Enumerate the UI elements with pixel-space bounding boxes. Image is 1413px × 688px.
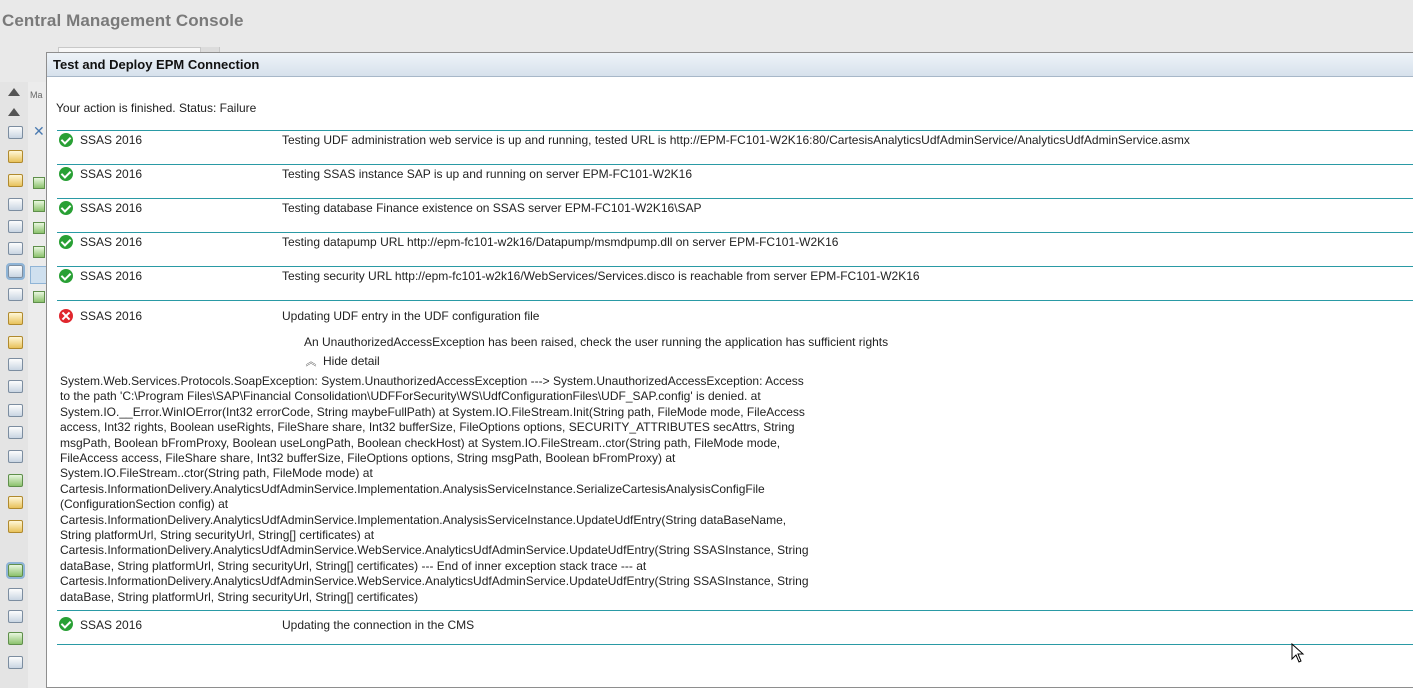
categories-icon[interactable] [8, 198, 23, 211]
tree-tab-label[interactable]: Ma [30, 90, 43, 100]
result-message: Testing security URL http://epm-fc101-w2k16/WebServices/Services.disco is reachable from server EPM-FC101-W2K16 [282, 269, 920, 283]
close-icon[interactable]: ✕ [33, 123, 45, 139]
tree-node-icon[interactable] [33, 222, 45, 234]
tree-node-icon[interactable] [33, 200, 45, 212]
applications-icon[interactable] [8, 426, 23, 439]
hide-detail-toggle[interactable] [305, 352, 1413, 371]
result-message: Testing datapump URL http://epm-fc101-w2k16/Datapump/msmdpump.dll on server EPM-FC101-W2K16 [282, 235, 839, 249]
result-message: Testing UDF administration web service is up and running, tested URL is http://EPM-FC101-W2K16:80/CartesisAnalyticsUdfAdminService/AnalyticsUdfAdminService.asmx [282, 133, 1190, 147]
status-message: Your action is finished. Status: Failure [56, 101, 257, 115]
list-item-error [57, 301, 1413, 611]
success-icon [59, 167, 73, 181]
list-item [57, 611, 1413, 645]
server-label: SSAS 2016 [80, 133, 143, 147]
license-keys-icon[interactable] [8, 496, 23, 509]
deploy-dialog [46, 52, 1413, 688]
result-message: Updating the connection in the CMS [282, 618, 475, 633]
server-label: SSAS 2016 [80, 167, 143, 181]
federation-icon[interactable] [8, 588, 23, 601]
connections-icon[interactable] [8, 265, 23, 278]
error-icon [59, 309, 73, 323]
server-label: SSAS 2016 [80, 201, 143, 215]
monitoring-icon[interactable] [8, 656, 23, 669]
result-message: Testing database Finance existence on SSAS server EPM-FC101-W2K16\SAP [282, 201, 702, 215]
events-icon[interactable] [8, 336, 23, 349]
tree-panel [28, 82, 48, 688]
dialog-title: Test and Deploy EPM Connection [47, 53, 1413, 77]
calendars-icon[interactable] [8, 358, 23, 371]
access-levels-icon[interactable] [8, 380, 23, 393]
server-label: SSAS 2016 [80, 618, 143, 633]
universes-icon[interactable] [8, 312, 23, 325]
settings-icon[interactable] [8, 404, 23, 417]
instances-icon[interactable] [8, 610, 23, 623]
folders-icon[interactable] [8, 150, 23, 163]
tree-node-icon[interactable] [33, 177, 45, 189]
left-toolbar [0, 82, 29, 688]
help-icon[interactable] [8, 520, 23, 533]
success-icon [59, 201, 73, 215]
chevron-up-icon: ︽ [305, 355, 317, 368]
list-item [57, 165, 1413, 199]
scroll-up-icon[interactable] [8, 108, 20, 116]
list-item [57, 233, 1413, 267]
personal-folders-icon[interactable] [8, 174, 23, 187]
success-icon [59, 617, 73, 631]
list-item [57, 267, 1413, 301]
tree-node-icon[interactable] [33, 246, 45, 258]
error-message: An UnauthorizedAccessException has been raised, check the user running the application has sufficient rights [304, 335, 889, 349]
promotion-icon[interactable] [8, 632, 23, 645]
success-icon [59, 235, 73, 249]
authentication-icon[interactable] [8, 474, 23, 487]
error-detail: System.Web.Services.Protocols.SoapException: System.UnauthorizedAccessException ---> System.UnauthorizedAccessException: Access to the path 'C:\Program Files\SAP\Financial Consolidation\UDFForSecurity\WS\UdfConfigurationFiles\UDF_SAP.config' is denied. at System.IO.__Error.WinIOError(Int32 errorCode, String maybeFullPath) at System.IO.FileStream.Init(String path, FileMode mode, FileAccess access, Int32 rights, Boolean useRights, FileShare share, Int32 bufferSize, FileOptions options, SECURITY_ATTRIBUTES secAttrs, String msgPath, Boolean bFromProxy, Boolean useLongPath, Boolean checkHost) at System.IO.FileStream..ctor(String path, FileMode mode, FileAccess access, FileShare share, Int32 bufferSize, FileOptions options, String msgPath, Boolean bFromProxy) at System.IO.FileStream..ctor(String path, FileMode mode) at Cartesis.InformationDelivery.AnalyticsUdfAdminService.Implementation.AnalysisServiceInstance.SerializeCartesisAnalysisConfigFile (ConfigurationSection config) at Cartesis.InformationDelivery.AnalyticsUdfAdminService.Implementation.AnalysisServiceInstance.UpdateUdfEntry(String dataBaseName, String platformUrl, String securityUrl, String[] certificates) at Cartesis.InformationDelivery.AnalyticsUdfAdminService.WebService.AnalyticsUdfAdminService.UpdateUdfEntry(String SSASInstance, String dataBase, String platformUrl, String securityUrl, String[] certificates) --- End of inner exception stack trace --- at Cartesis.InformationDelivery.AnalyticsUdfAdminService.WebService.AnalyticsUdfAdminService.UpdateUdfEntry(String SSASInstance, String dataBase, String platformUrl, String securityUrl, String[] certificates) [60, 374, 809, 604]
success-icon [59, 269, 73, 283]
server-label: SSAS 2016 [80, 269, 143, 283]
inbox-icon[interactable] [8, 220, 23, 233]
servers-icon[interactable] [8, 288, 23, 301]
server-label: SSAS 2016 [80, 309, 143, 323]
info-icon[interactable] [8, 450, 23, 463]
list-item [57, 131, 1413, 165]
refresh-icon[interactable] [8, 126, 23, 139]
app-title: Central Management Console [2, 11, 244, 30]
hide-detail-label: Hide detail [323, 354, 380, 368]
list-item [57, 199, 1413, 233]
epm-connections-icon[interactable] [8, 564, 23, 577]
result-message: Testing SSAS instance SAP is up and running on server EPM-FC101-W2K16 [282, 167, 692, 181]
result-message: Updating UDF entry in the UDF configuration file [282, 309, 540, 323]
scroll-up-icon[interactable] [8, 88, 20, 96]
success-icon [59, 133, 73, 147]
tree-node-icon[interactable] [33, 291, 45, 303]
results-list [57, 130, 1413, 645]
server-label: SSAS 2016 [80, 235, 143, 249]
users-groups-icon[interactable] [8, 242, 23, 255]
